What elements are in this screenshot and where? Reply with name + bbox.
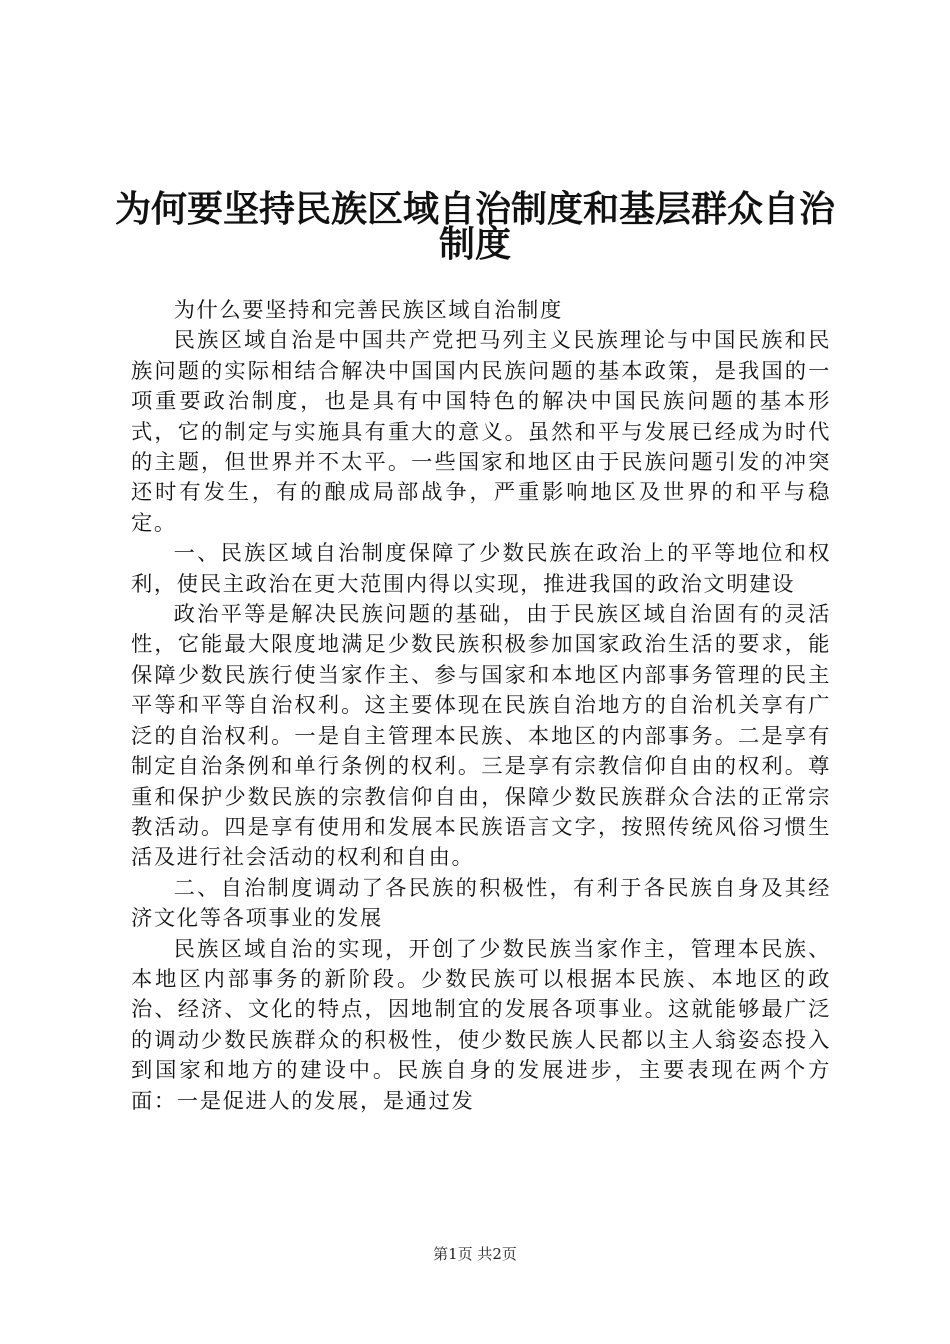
section-heading: 为什么要坚持和完善民族区域自治制度	[173, 298, 563, 323]
page-footer	[0, 1245, 950, 1263]
document-title	[110, 189, 840, 230]
document-title-continued	[110, 224, 840, 265]
section-heading: 二、自治制度调动了各民族的积极性，有利于各民族自身及其经济文化等各项事业的发展	[131, 875, 831, 932]
title-line-2: 制度	[438, 224, 511, 265]
paragraph: 民族区域自治的实现，开创了少数民族当家作主，管理本民族、本地区内部事务的新阶段。少数民族可以根据本民族、本地区的政治、经济、文化的特点，因地制宜的发展各项事业。这就能够最广泛的调动少数民族群众的积极性，使少数民族人民都以主人翁姿态投入到国家和地方的建设中。民族自身的发展进步，主要表现在两个方面：一是促进人的发展，是通过发	[131, 936, 831, 1114]
document-body	[131, 296, 831, 1117]
section-heading: 一、民族区域自治制度保障了少数民族在政治上的平等地位和权利，使民主政治在更大范围内得以实现，推进我国的政治文明建设	[131, 541, 831, 597]
page-number: 第1页 共2页	[433, 1245, 517, 1263]
paragraph: 民族区域自治是中国共产党把马列主义民族理论与中国民族和民族问题的实际相结合解决中国国内民族问题的基本政策，是我国的一项重要政治制度，也是具有中国特色的解决中国民族问题的基本形式，它的制定与实施具有重大的意义。虽然和平与发展已经成为时代的主题，但世界并不太平。一些国家和地区由于民族问题引发的冲突还时有发生，有的酿成局部战争，严重影响地区及世界的和平与稳定。	[131, 328, 831, 536]
title-line-1: 为何要坚持民族区域自治制度和基层群众自治	[114, 189, 835, 230]
paragraph: 政治平等是解决民族问题的基础，由于民族区域自治固有的灵活性，它能最大限度地满足少数民族积极参加国家政治生活的要求，能保障少数民族行使当家作主、参与国家和本地区内部事务管理的民主平等和平等自治权利。这主要体现在民族自治地方的自治机关享有广泛的自治权利。一是自主管理本民族、本地区的内部事务。二是享有制定自治条例和单行条例的权利。三是享有宗教信仰自由的权利。尊重和保护少数民族的宗教信仰自由，保障少数民族群众合法的正常宗教活动。四是享有使用和发展本民族语言文字，按照传统风俗习惯生活及进行社会活动的权利和自由。	[131, 602, 831, 871]
